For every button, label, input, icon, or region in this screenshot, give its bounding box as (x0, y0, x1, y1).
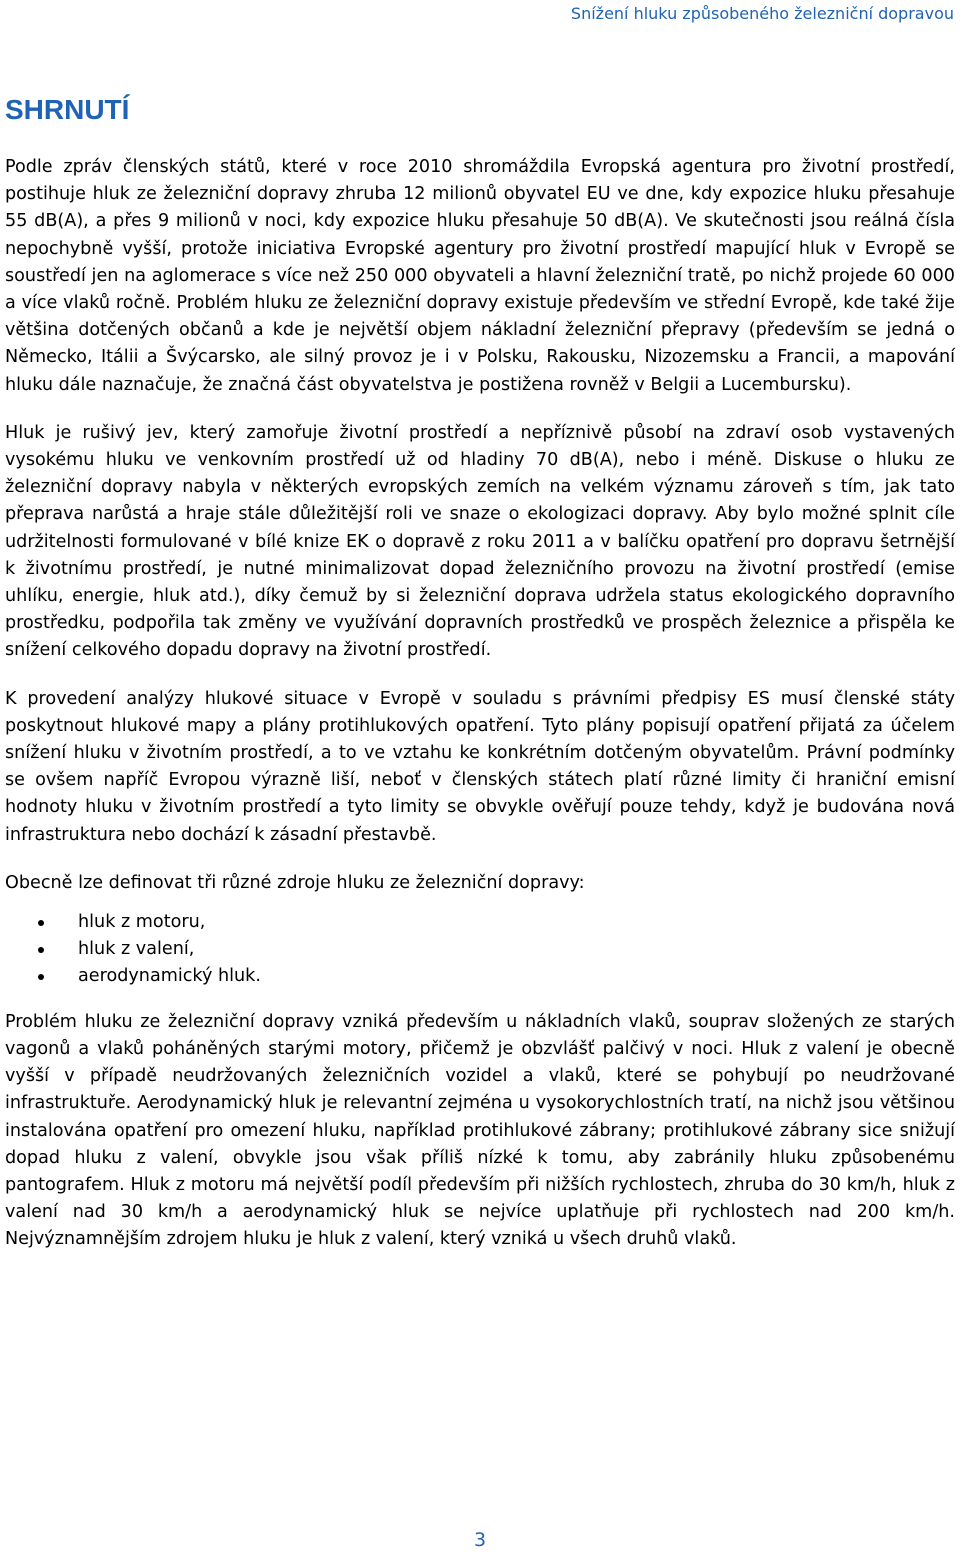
bullet-icon (38, 947, 44, 953)
bullet-icon (38, 920, 44, 926)
paragraph-noise-exposure: Podle zpráv členských států, které v roce 2010 shromáždila Evropská agentura pro životní prostředí, postihuje hluk ze železniční dopravy zhruba 12 milionů obyvatel EU ve dne, kdy expozice hluku přesahuje 55 dB(A), a přes 9 milionů v noci, kdy expozice hluku přesahuje 50 dB(A). Ve skutečnosti jsou reálná čísla nepochybně vyšší, protože iniciativa Evropské agentury pro životní prostředí mapující hluk v Evropě se soustředí jen na aglomerace s více než 250 000 obyvateli a hlavní železniční tratě, po nichž projede 60 000 a více vlaků ročně. Problém hluku ze železniční dopravy existuje především ve střední Evropě, kde také žije většina dotčených občanů a kde je největší objem nákladní železniční přepravy (především se jedná o Německo, Itálii a Švýcarsko, ale silný provoz je i v Polsku, Rakousku, Nizozemsku a Francii, a mapování hluku dále naznačuje, že značná část obyvatelstva je postižena rovněž v Belgii a Lucembursku). (5, 157, 955, 395)
list-item (5, 963, 955, 990)
noise-source-list (5, 909, 955, 991)
paragraph-noise-impact: Hluk je rušivý jev, který zamořuje životní prostředí a nepříznivě působí na zdraví osob vystavených vysokému hluku ve venkovním prostředí už od hladiny 70 dB(A), nebo i méně. Diskuse o hluku ze železniční dopravy nabyla v některých evropských zemích na velkém významu zároveň s tím, jak tato přeprava narůstá a hraje stále důležitější roli ve snaze o ekologizaci dopravy. Aby bylo možné splnit cíle udržitelnosti formulované v bílé knize EK o dopravě z roku 2011 a v balíčku opatření pro dopravu šetrnější k životnímu prostředí, je nutné minimalizovat dopad železničního provozu na životní prostředí (emise uhlíku, energie, hluk atd.), díky čemuž by si železniční doprava udržela status ekologického dopravního prostředku, podpořila tak změny ve využívání dopravních prostředků ve prospěch železnice a přispěla ke snížení celkového dopadu dopravy na životní prostředí. (5, 422, 955, 661)
paragraph-legal-framework: K provedení analýzy hlukové situace v Evropě v souladu s právními předpisy ES musí členské státy poskytnout hlukové mapy a plány protihlukových opatření. Tyto plány popisují opatření přijatá za účelem snížení hluku v životním prostředí, a to ve vztahu ke konkrétním dotčeným obyvatelům. Právní podmínky se ovšem napříč Evropou výrazně liší, neboť v členských státech platí různé limity či hraniční emisní hodnoty hluku v životním prostředí a tyto limity se obvykle ověřují pouze tehdy, když je budována nová infrastruktura nebo dochází k zásadní přestavbě. (5, 688, 955, 845)
paragraph-sources-intro: Obecně lze definovat tři různé zdroje hluku ze železniční dopravy: (5, 872, 585, 893)
list-item-text: hluk z valení, (78, 939, 195, 960)
section-title: SHRNUTÍ (5, 94, 130, 125)
list-item (5, 936, 955, 963)
page-number: 3 (473, 1529, 487, 1551)
document-body (5, 92, 955, 1275)
paragraph-noise-sources-detail: Problém hluku ze železniční dopravy vzniká především u nákladních vlaků, souprav složených ze starých vagonů a vlaků poháněných starými motory, přičemž je obzvlášť palčivý v noci. Hluk z valení je obecně vyšší v případě neudržovaných železničních vozidel a vlaků, které se pohybují po neudržované infrastruktuře. Aerodynamický hluk je relevantní zejména u vysokorychlostních tratí, na nichž jsou většinou instalována opatření pro omezení hluku, například protihlukové zábrany; protihlukové zábrany sice snižují dopad hluku z valení, obvykle jsou však příliš nízké k tomu, aby zabránily hluku způsobenému pantografem. Hluk z motoru má největší podíl především při nižších rychlostech, zhruba do 30 km/h, hluk z valení nad 30 km/h a aerodynamický hluk se nejvíce uplatňuje při rychlostech nad 200 km/h. Nejvýznamnějším zdrojem hluku je hluk z valení, který vzniká u všech druhů vlaků. (5, 1011, 955, 1250)
list-item (5, 909, 955, 936)
bullet-icon (38, 974, 44, 980)
list-item-text: aerodynamický hluk. (78, 966, 261, 987)
list-item-text: hluk z motoru, (78, 912, 206, 933)
running-header: Snížení hluku způsobeného železniční dopravou (570, 4, 954, 23)
